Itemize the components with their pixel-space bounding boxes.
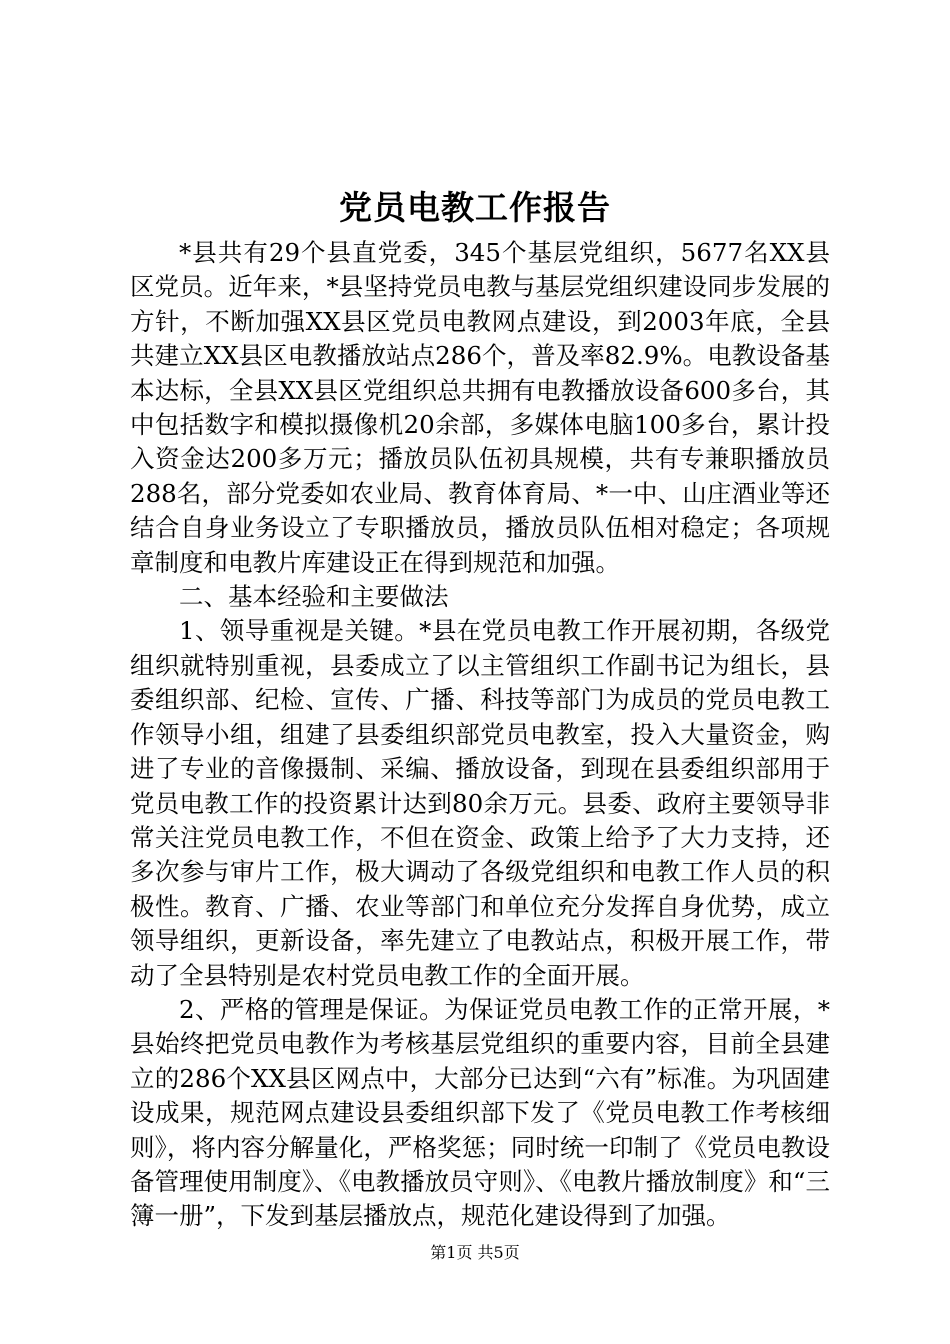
document-title: 党员电教工作报告 [339, 188, 611, 227]
section-heading-experience: 二、基本经验和主要做法 [179, 582, 449, 612]
paragraph-overview: *县共有29个县直党委，345个基层党组织，5677名XX县区党员。近年来，*县坚持党员电教与基层党组织建设同步发展的方针，不断加强XX县区党员电教网点建设，到2003年底，全县共建立XX县区电教播放站点286个，普及率82.9%。电教设备基本达标，全县XX县区党组织总共拥有电教播放设备600多台，其中包括数字和模拟摄像机20余部，多媒体电脑100多台，累计投入资金达200多万元；播放员队伍初具规模，共有专兼职播放员288名，部分党委如农业局、教育体育局、*一中、山庄酒业等还结合自身业务设立了专职播放员，播放员队伍相对稳定；各项规章制度和电教片库建设正在得到规范和加强。 [130, 238, 830, 577]
paragraph-management: 2、严格的管理是保证。为保证党员电教工作的正常开展，*县始终把党员电教作为考核基层党组织的重要内容，目前全县建立的286个XX县区网点中，大部分已达到“六有”标准。为巩固建设成果，规范网点建设县委组织部下发了《党员电教工作考核细则》，将内容分解量化，严格奖惩；同时统一印制了《党员电教设备管理使用制度》、《电教播放员守则》、《电教片播放制度》和“三簿一册”，下发到基层播放点，规范化建设得到了加强。 [130, 994, 830, 1231]
page-number-footer: 第1页 共5页 [430, 1243, 520, 1262]
paragraph-leadership: 1、领导重视是关键。*县在党员电教工作开展初期，各级党组织就特别重视，县委成立了以主管组织工作副书记为组长，县委组织部、纪检、宣传、广播、科技等部门为成员的党员电教工作领导小组，组建了县委组织部党员电教室，投入大量资金，购进了专业的音像摄制、采编、播放设备，到现在县委组织部用于党员电教工作的投资累计达到80余万元。县委、政府主要领导非常关注党员电教工作，不但在资金、政策上给予了大力支持，还多次参与审片工作，极大调动了各级党组织和电教工作人员的积极性。教育、广播、农业等部门和单位充分发挥自身优势，成立领导组织，更新设备，率先建立了电教站点，积极开展工作，带动了全县特别是农村党员电教工作的全面开展。 [130, 616, 830, 990]
document-body [130, 236, 830, 1234]
